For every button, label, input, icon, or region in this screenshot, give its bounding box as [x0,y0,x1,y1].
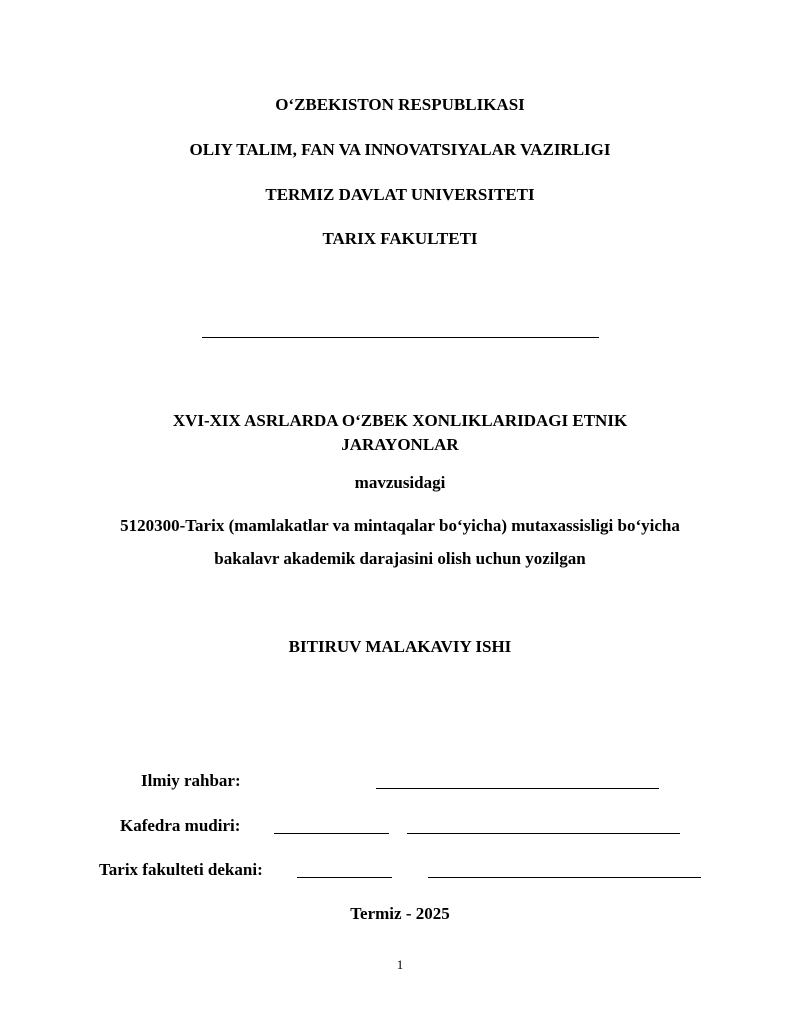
thesis-title-line-2: JARAYONLAR [341,435,459,454]
department-head-name-line [407,833,680,834]
supervisor-label: Ilmiy rahbar: [141,771,241,790]
dean-signature-line [297,877,392,878]
subject-word: mavzusidagi [354,473,446,492]
dean-label: Tarix fakulteti dekani: [99,860,263,879]
degree-line: bakalavr akademik darajasini olish uchun yozilgan [214,549,586,568]
supervisor-signature-line [376,788,659,789]
author-name-line [202,337,599,338]
faculty-heading: TARIX FAKULTETI [322,229,478,248]
department-head-signature-line [274,833,389,834]
place-year: Termiz - 2025 [350,904,450,923]
ministry-heading: OLIY TALIM, FAN VA INNOVATSIYALAR VAZIRLIGI [189,140,611,159]
department-head-label: Kafedra mudiri: [120,816,241,835]
specialty-line: 5120300-Tarix (mamlakatlar va mintaqalar bo‘yicha) mutaxassisligi bo‘yicha [120,516,680,535]
work-type-heading: BITIRUV MALAKAVIY ISHI [288,637,512,656]
thesis-title-line-1: XVI-XIX ASRLARDA O‘ZBEK XONLIKLARIDAGI ETNIK [172,411,628,430]
dean-name-line [428,877,701,878]
university-heading: TERMIZ DAVLAT UNIVERSITETI [265,185,535,204]
page-number: 1 [396,957,404,972]
republic-heading: O‘ZBEKISTON RESPUBLIKASI [275,95,525,114]
